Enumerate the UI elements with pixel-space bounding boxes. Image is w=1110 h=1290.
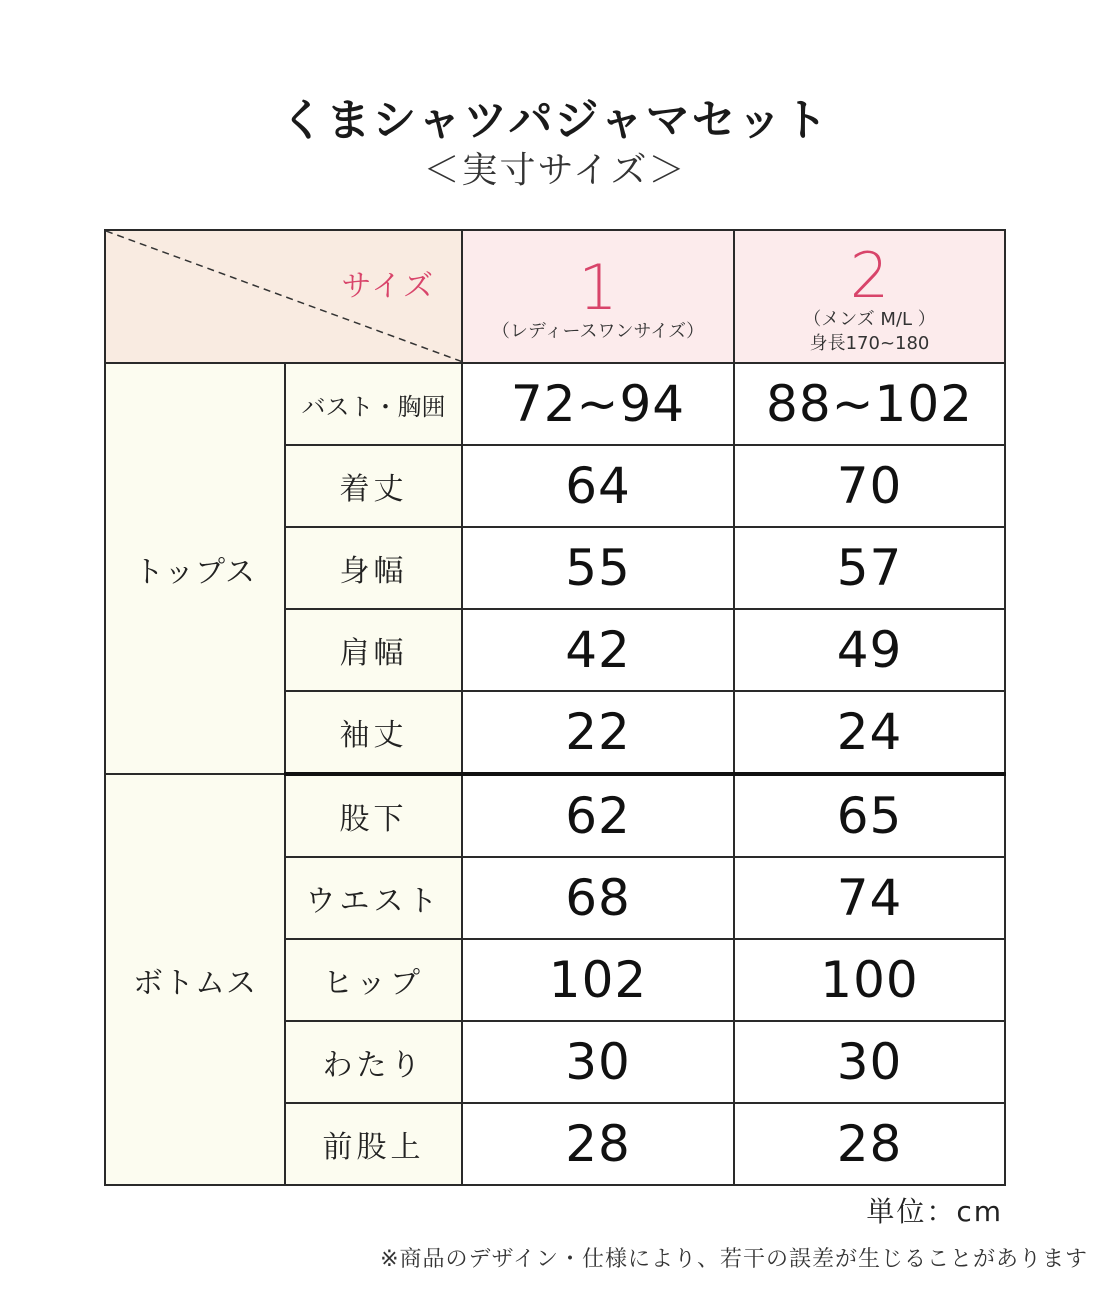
size-1-header: [462, 230, 734, 363]
row-label: バスト・胸囲: [285, 363, 462, 445]
row-label: ウエスト: [285, 857, 462, 939]
size-header-label: サイズ: [341, 269, 435, 304]
row-label: 前股上: [285, 1103, 462, 1185]
table-row: [105, 774, 1005, 857]
row-label: わたり: [285, 1021, 462, 1103]
row-label: 股下: [285, 774, 462, 857]
footnote: ※商品のデザイン・仕様により、若干の誤差が生じることがあります: [380, 1247, 1088, 1272]
size-1-value: 64: [462, 445, 734, 527]
size-2-value: 49: [734, 609, 1005, 691]
size-2-value: 57: [734, 527, 1005, 609]
page-subtitle: ＜実寸サイズ＞: [423, 150, 687, 191]
category-tops: トップス: [105, 363, 285, 774]
table-row: [105, 363, 1005, 445]
size-1-number: 1: [578, 250, 618, 324]
size-1-value: 102: [462, 939, 734, 1021]
size-2-value: 30: [734, 1021, 1005, 1103]
size-2-number: 2: [849, 238, 890, 312]
size-2-value: 24: [734, 691, 1005, 774]
row-label: 袖丈: [285, 691, 462, 774]
size-1-note: （レディースワンサイズ）: [491, 320, 705, 342]
size-1-value: 72~94: [462, 363, 734, 445]
unit-label: 単位：cm: [866, 1195, 1003, 1228]
row-label: 着丈: [285, 445, 462, 527]
size-2-height: 身長170~180: [809, 332, 930, 354]
size-2-value: 74: [734, 857, 1005, 939]
size-table: [104, 229, 1006, 1186]
category-bottoms: ボトムス: [105, 774, 285, 1185]
row-label: 身幅: [285, 527, 462, 609]
page-title: くまシャツパジャマセット: [280, 95, 830, 146]
size-1-value: 30: [462, 1021, 734, 1103]
size-2-header: [734, 230, 1005, 363]
size-2-value: 88~102: [734, 363, 1005, 445]
header-row: [105, 230, 1005, 363]
size-2-value: 100: [734, 939, 1005, 1021]
size-2-value: 65: [734, 774, 1005, 857]
size-1-value: 68: [462, 857, 734, 939]
size-1-value: 22: [462, 691, 734, 774]
size-1-value: 28: [462, 1103, 734, 1185]
corner-cell: [105, 230, 462, 363]
row-label: ヒップ: [285, 939, 462, 1021]
size-2-value: 70: [734, 445, 1005, 527]
row-label: 肩幅: [285, 609, 462, 691]
size-2-value: 28: [734, 1103, 1005, 1185]
size-2-note: （メンズ M/L ）: [803, 308, 936, 330]
size-1-value: 55: [462, 527, 734, 609]
size-1-value: 42: [462, 609, 734, 691]
size-1-value: 62: [462, 774, 734, 857]
